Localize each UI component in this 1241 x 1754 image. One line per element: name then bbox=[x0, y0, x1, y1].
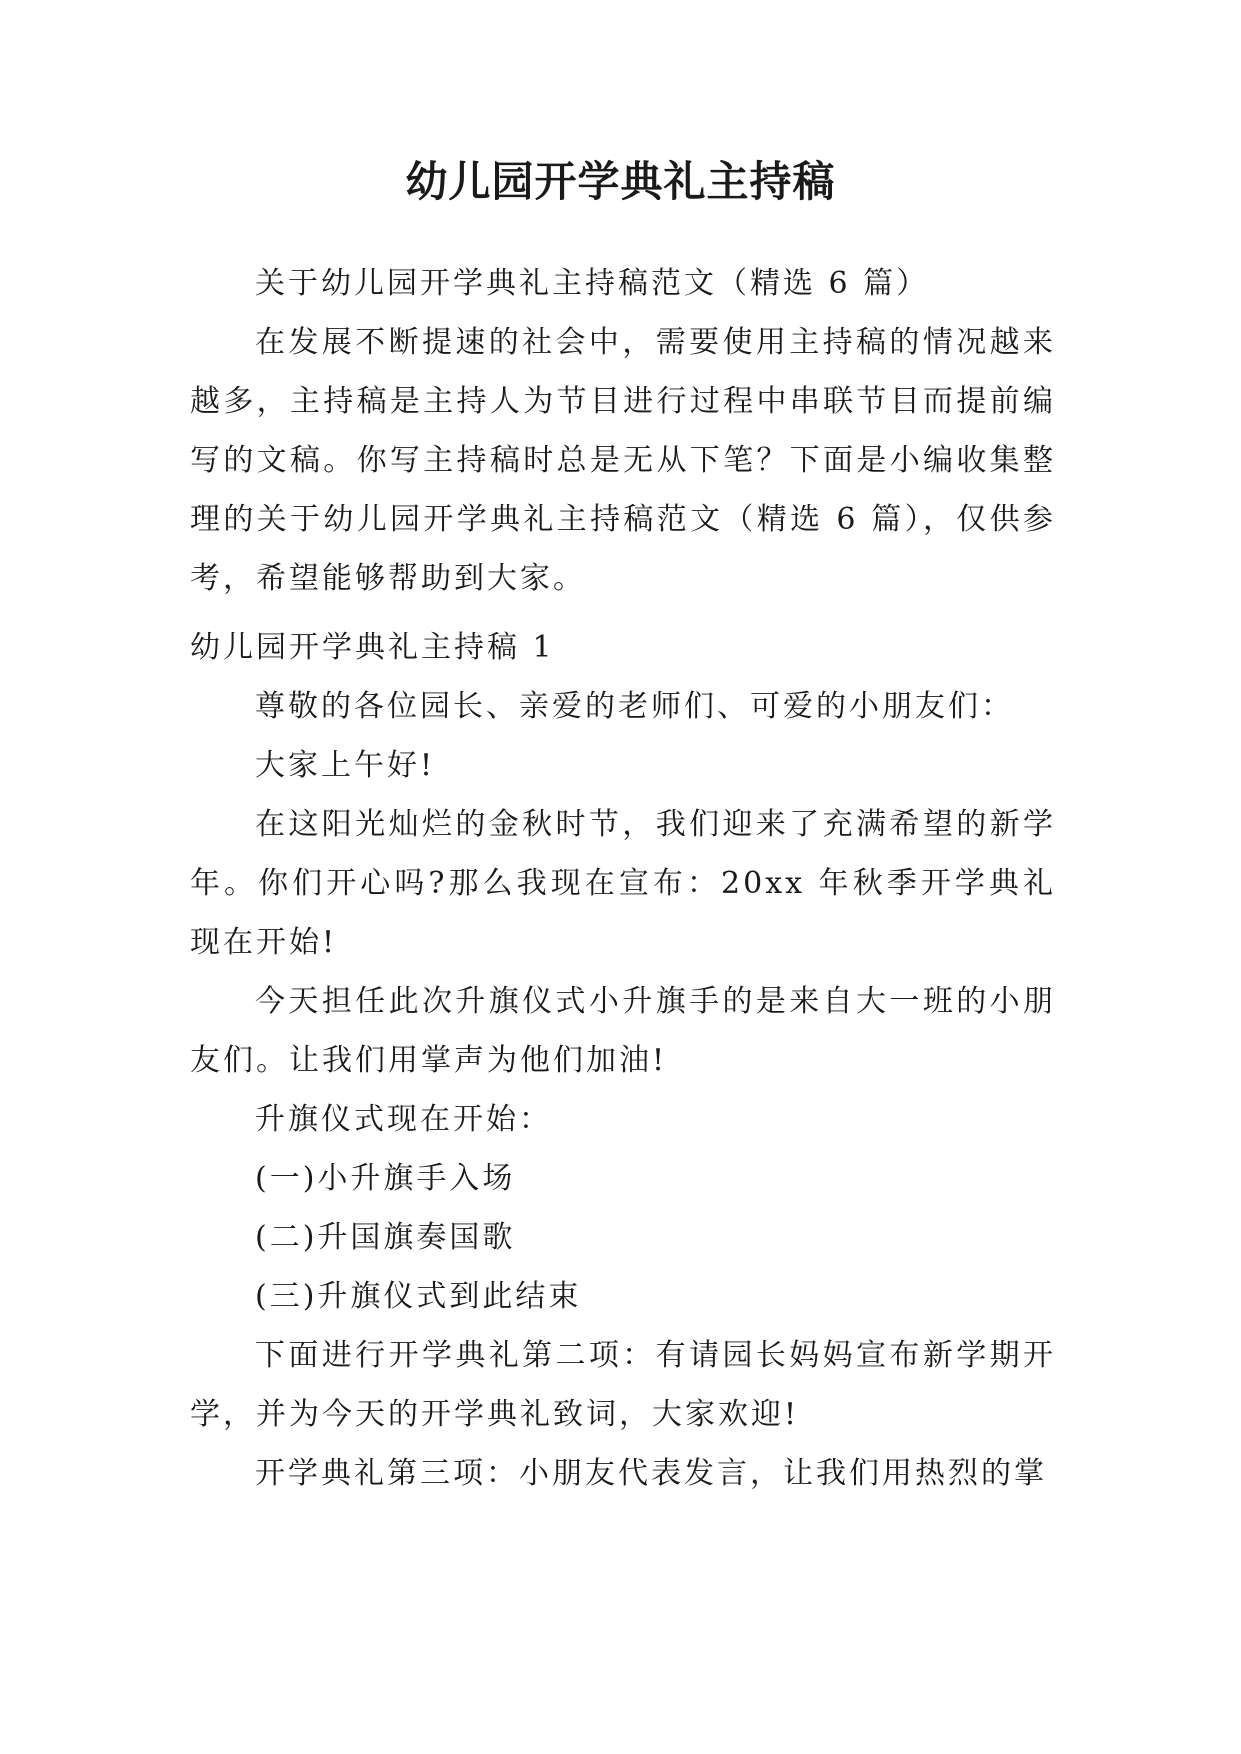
paragraph: 今天担任此次升旗仪式小升旗手的是来自大一班的小朋友们。让我们用掌声为他们加油! bbox=[190, 984, 1056, 1078]
greeting-line: 尊敬的各位园长、亲爱的老师们、可爱的小朋友们： bbox=[255, 689, 1014, 724]
intro-subtitle: 关于幼儿园开学典礼主持稿范文（精选 6 篇） bbox=[255, 266, 930, 301]
list-item: (二)升国旗奏国歌 bbox=[255, 1220, 516, 1255]
intro-block bbox=[190, 254, 1056, 608]
paragraph: 大家上午好! bbox=[255, 748, 436, 783]
section-heading: 幼儿园开学典礼主持稿 1 bbox=[190, 630, 555, 665]
document-title: 幼儿园开学典礼主持稿 bbox=[405, 157, 836, 206]
intro-paragraph: 在发展不断提速的社会中，需要使用主持稿的情况越来越多，主持稿是主持人为节目进行过程中串联节目而提前编写的文稿。你写主持稿时总是无从下笔？下面是小编收集整理的关于幼儿园开学典礼主持稿范文（精选 6 篇），仅供参考，希望能够帮助到大家。 bbox=[190, 325, 1056, 596]
list-item: (一)小升旗手入场 bbox=[255, 1161, 516, 1196]
list-item: (三)升旗仪式到此结束 bbox=[255, 1279, 582, 1314]
paragraph: 在这阳光灿烂的金秋时节，我们迎来了充满希望的新学年。你们开心吗?那么我现在宣布：20xx 年秋季开学典礼现在开始! bbox=[190, 807, 1056, 960]
paragraph: 下面进行开学典礼第二项：有请园长妈妈宣布新学期开学，并为今天的开学典礼致词，大家欢迎! bbox=[190, 1338, 1056, 1432]
section-1 bbox=[190, 618, 1056, 1503]
paragraph: 升旗仪式现在开始： bbox=[255, 1102, 552, 1137]
paragraph: 开学典礼第三项：小朋友代表发言，让我们用热烈的掌 bbox=[255, 1456, 1047, 1491]
